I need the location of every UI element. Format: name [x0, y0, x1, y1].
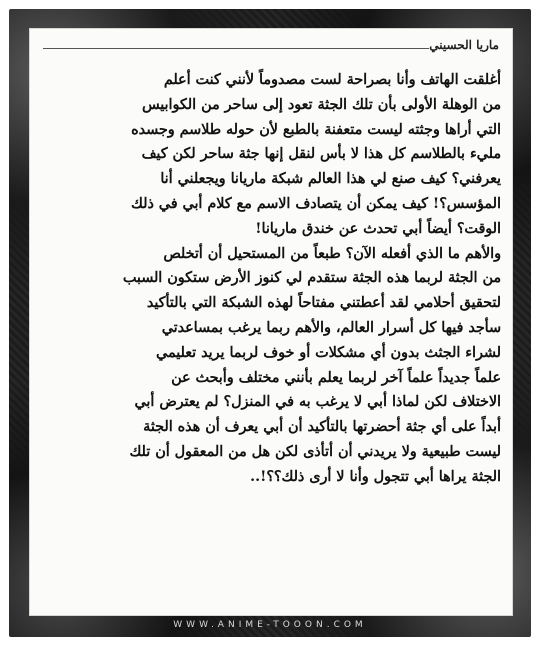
text-line: الوقت؟ أيضاً أبي تحدث عن خندق ماريانا! — [255, 220, 501, 237]
book-page — [29, 28, 513, 616]
text-line: أغلقت الهاتف وأنا بصراحة لست مصدوماً لأنني كنت أعلم — [163, 72, 501, 88]
text-line: والأهم ما الذي أفعله الآن؟ طبعاً من المستحيل أن أتخلص — [163, 245, 501, 262]
header-rule — [43, 48, 429, 49]
text-line: ليست طبيعية ولا يريدني أن أتأذى لكن هل من المعقول أن تلك — [129, 443, 501, 460]
text-line: مليء بالطلاسم كل هذا لا بأس لنقل إنها جثة ساحر لكن كيف — [141, 146, 501, 163]
running-header-author: ماريا الحسيني — [429, 38, 499, 52]
text-line: أبداً على أي جثة أحضرتها بالتأكيد أن أبي يعرف أن هذه الجثة — [143, 419, 501, 436]
site-watermark: WWW.ANIME-TOOON.COM — [173, 620, 367, 630]
text-line: الاختلاف لكن لماذا أبي لا يرغب به في المنزل؟ لم يعترض أبي — [134, 394, 501, 411]
text-line: علماً جديداً علماً آخر لربما يعلم بأنني مختلف وأبحث عن — [171, 369, 501, 386]
page-body-text — [41, 68, 501, 490]
text-line: من الوهلة الأولى بأن تلك الجثة تعود إلى ساحر من الكوابيس — [142, 96, 501, 113]
text-line: من الجثة لربما هذه الجثة ستقدم لي كنوز الأرض ستكون السبب — [122, 270, 501, 287]
text-line: يعرفني؟ كيف صنع لي هذا العالم شبكة ماريانا ويجعلني أنا — [160, 171, 501, 188]
text-line: الجثة يراها أبي تتجول وأنا لا أرى ذلك؟؟!.. — [250, 468, 501, 485]
text-line: لتحقيق أحلامي لقد أعطتني مفتاحاً لهذه الشبكة التي بالتأكيد — [146, 295, 501, 312]
text-line: التي أراها وجثته ليست متعفنة بالطبع لأن حوله طلاسم وجسده — [131, 121, 501, 138]
text-line: المؤسس؟! كيف يمكن أن يتصادف الاسم مع كلام أبي في ذلك — [131, 195, 501, 212]
text-line: لشراء الجثث بدون أي مشكلات أو خوف لربما يريد تعليمي — [156, 344, 501, 361]
text-line: سأجد فيها كل أسرار العالم، والأهم ربما يرغب بمساعدتي — [161, 319, 501, 336]
